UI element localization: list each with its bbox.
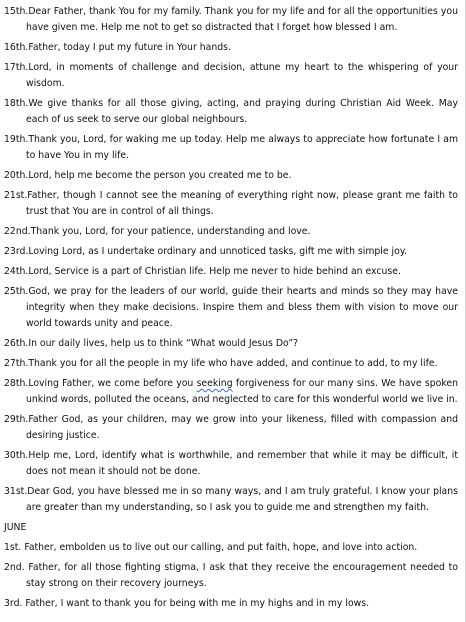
prayer-entry-june-3 [4, 596, 458, 612]
entry-number: 25th. [4, 286, 29, 297]
entry-number: 20th. [4, 170, 29, 181]
entry-text: Dear Father, thank You for my family. Thank you for my life and for all the opportunities you have given me. Help me not to get so distracted that I forget how blessed I am. [26, 6, 458, 33]
entry-text: God, we pray for the leaders of our world, guide their hearts and minds so they may have integrity when they make decisions. Inspire them and bless them with vision to move our world towards unity and peace. [26, 286, 458, 329]
entry-text: Lord, Service is a part of Christian life. Help me never to hide behind an excuse. [28, 266, 401, 277]
prayer-entry-23 [4, 244, 458, 260]
entry-number: 3rd. [4, 598, 26, 609]
entry-number: 31st. [4, 486, 28, 497]
entry-text: Father God, as your children, may we grow into your likeness, filled with compassion and desiring justice. [26, 414, 458, 441]
entry-text: Father, though I cannot see the meaning of everything right now, please grant me faith to trust that You are in control of all things. [26, 190, 458, 217]
entry-text: Lord, in moments of challenge and decision, attune my heart to the whispering of your wisdom. [26, 62, 458, 89]
prayer-entry-15 [4, 4, 458, 36]
entry-text-before: Loving Father, we come before you [28, 378, 197, 389]
entry-text: Father, today I put my future in Your hands. [28, 42, 231, 53]
entry-number: 27th. [4, 358, 29, 369]
prayer-entry-22 [4, 224, 458, 240]
entry-text: Help me, Lord, identify what is worthwhile, and remember that while it may be difficult, it does not mean it should not be done. [26, 450, 458, 477]
prayer-entry-26 [4, 336, 458, 352]
entry-text: Thank you, Lord, for waking me up today. Help me always to appreciate how fortunate I am to have You in my life. [26, 134, 458, 161]
entry-text: Loving Lord, as I undertake ordinary and unnoticed tasks, gift me with simple joy. [28, 246, 407, 257]
entry-text: Thank you for all the people in my life who have added, and continue to add, to my life. [28, 358, 438, 369]
entry-text: Father, for all those fighting stigma, I ask that they receive the encouragement needed to stay strong on their recovery journeys. [26, 562, 458, 589]
prayer-entry-21 [4, 188, 458, 220]
entry-text: Father, I want to thank you for being with me in my highs and in my lows. [25, 598, 370, 609]
prayer-entry-19 [4, 132, 458, 164]
prayer-entry-june-1 [4, 540, 458, 556]
entry-number: 30th. [4, 450, 29, 461]
entry-number: 2nd. [4, 562, 29, 573]
entry-number: 28th. [4, 378, 29, 389]
prayer-entry-june-2 [4, 560, 458, 592]
prayer-entry-25 [4, 284, 458, 332]
entry-number: 19th. [4, 134, 29, 145]
entry-text: Thank you, Lord, for your patience, understanding and love. [30, 226, 311, 237]
entry-number: 21st. [4, 190, 28, 201]
entry-number: 23rd. [4, 246, 29, 257]
prayer-entry-30 [4, 448, 458, 480]
prayer-entry-20 [4, 168, 458, 184]
month-heading: JUNE [4, 522, 27, 533]
entry-text: Father, embolden us to live out our calling, and put faith, hope, and love into action. [24, 542, 418, 553]
prayer-entry-27 [4, 356, 458, 372]
spellcheck-flagged-word[interactable]: seeking [196, 378, 233, 389]
entry-number: 18th. [4, 98, 29, 109]
prayer-entry-31 [4, 484, 458, 516]
entry-number: 29th. [4, 414, 29, 425]
prayer-entry-29 [4, 412, 458, 444]
entry-number: 26th. [4, 338, 29, 349]
prayer-entry-17 [4, 60, 458, 92]
entry-number: 16th. [4, 42, 29, 53]
prayer-entry-24 [4, 264, 458, 280]
entry-text-after: forgiveness for our many sins. We have spoken unkind words, polluted the oceans, and neglected to care for this wonderful world we live in. [26, 378, 458, 405]
entry-number: 15th. [4, 6, 29, 17]
entry-number: 24th. [4, 266, 29, 277]
prayer-entry-28 [4, 376, 458, 408]
entry-number: 1st. [4, 542, 25, 553]
entry-text: Dear God, you have blessed me in so many ways, and I am truly grateful. I know your plans are greater than my understanding, so I ask you to guide me and strengthen my faith. [26, 486, 458, 513]
entry-number: 22nd. [4, 226, 31, 237]
prayer-entry-16 [4, 40, 458, 56]
prayer-entry-18 [4, 96, 458, 128]
entry-text: Lord, help me become the person you created me to be. [28, 170, 292, 181]
entry-number: 17th. [4, 62, 29, 73]
entry-text: In our daily lives, help us to think “What would Jesus Do”? [28, 338, 299, 349]
entry-text: We give thanks for all those giving, acting, and praying during Christian Aid Week. May each of us seek to serve our global neighbours. [26, 98, 458, 125]
